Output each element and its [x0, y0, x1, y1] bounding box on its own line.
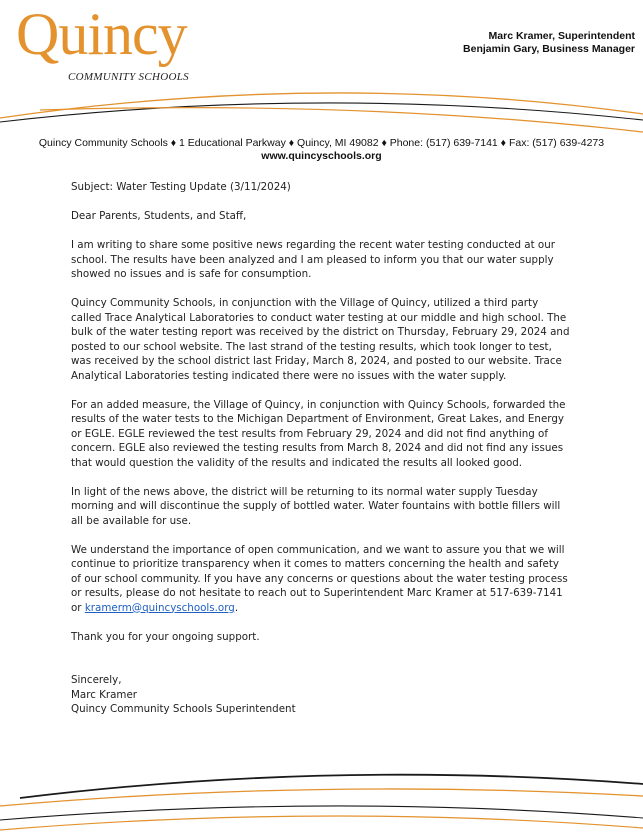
superintendent-name: Marc Kramer, Superintendent [488, 30, 635, 42]
address-line: Quincy Community Schools ♦ 1 Educational Parkway ♦ Quincy, MI 49082 ♦ Phone: (517) 639-7141 ♦ Fax: (517) 639-4273 [38, 137, 605, 149]
footer-rule-dark-lower [0, 806, 643, 820]
logo-wordmark: Quincy [16, 1, 187, 67]
letter-thanks: Thank you for your ongoing support. [71, 630, 260, 643]
letter-greeting: Dear Parents, Students, and Staff, [71, 210, 247, 222]
letter-closing: Sincerely, [71, 674, 122, 686]
school-logo [16, 1, 216, 83]
letter-subject: Subject: Water Testing Update (3/11/2024) [71, 181, 291, 193]
letter-body [71, 180, 571, 717]
email-link[interactable]: kramerm@quincyschools.org [84, 601, 235, 614]
paragraph-4: In light of the news above, the district will be returning to its normal water supply Tuesday morning and will discontinue the supply of bottled water. Water fountains with bottle fillers will all be available for use. [71, 485, 561, 527]
header-rule-orange-upper [0, 93, 643, 118]
address-block [0, 137, 643, 163]
signer-name: Marc Kramer [71, 688, 138, 701]
paragraph-3: For an added measure, the Village of Quincy, in conjunction with Quincy Schools, forwarded the results of the water tests to the Michigan Department of Environment, Great Lakes, and Energy or EGLE. EGLE reviewed the test results from February 29, 2024 and did not find anything of concern. EGLE also reviewed the testing results from March 8, 2024 and did not find any issues that would question the validity of the results and indicated the results all looked good. [71, 398, 566, 469]
paragraph-2: Quincy Community Schools, in conjunction with the Village of Quincy, utilized a third party called Trace Analytical Laboratories to conduct water testing at our middle and high school. The bulk of the water testing report was received by the district on Thursday, February 29, 2024 and posted to our school website. The last strand of the testing results, which took longer to test, was received by the school district last Friday, March 8, 2024, and posted to our website. Trace Analytical Laboratories testing indicated there were no issues with the water supply. [71, 297, 570, 382]
paragraph-5-end: . [234, 601, 239, 614]
business-manager-name: Benjamin Gary, Business Manager [463, 43, 635, 55]
paragraph-1: I am writing to share some positive news regarding the recent water testing conducted at our school. The results have been analyzed and I am pleased to inform you that our water supply showed no issues and is safe for consumption. [71, 239, 555, 280]
paragraph-5 [71, 543, 571, 616]
logo-subtitle: COMMUNITY SCHOOLS [68, 71, 189, 83]
header-swoosh-rules [0, 80, 643, 140]
footer-rule-dark-upper [20, 775, 643, 798]
paragraph-5-text: We understand the importance of open communication, and we want to assure you that we will continue to prioritize transparency when it comes to matters concerning the health and safety of our school community. If you have any concerns or questions about the water testing process or results, please do not hesitate to reach out to Superintendent Marc Kramer at 517-639-7141 or [71, 543, 568, 614]
footer-rule-orange-lower [0, 816, 643, 830]
signer-title: Quincy Community Schools Superintendent [71, 703, 296, 715]
footer-rule-orange [0, 789, 643, 806]
website-link[interactable]: www.quincyschools.org [261, 150, 382, 162]
footer-swoosh-rules [0, 768, 643, 835]
staff-block [463, 30, 635, 56]
